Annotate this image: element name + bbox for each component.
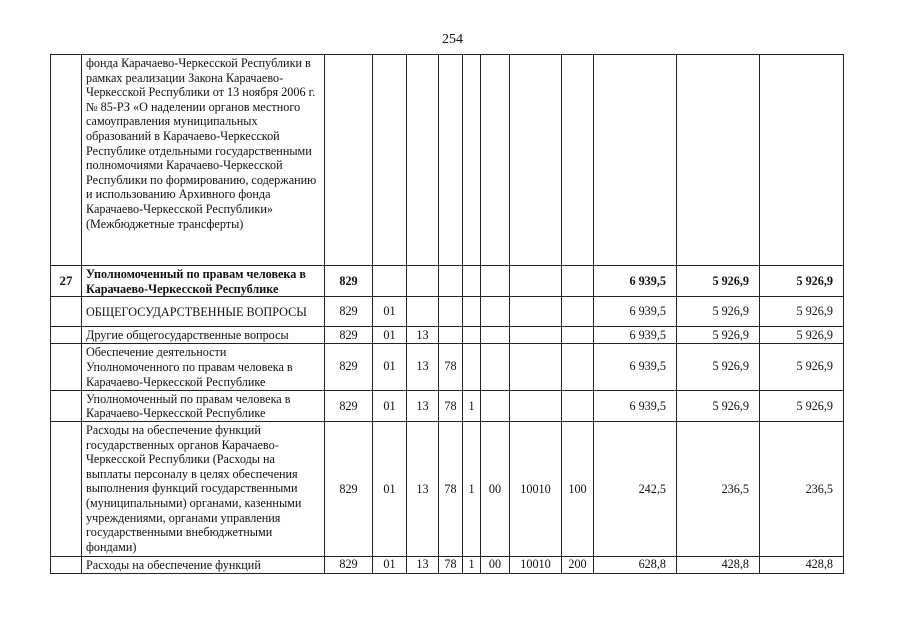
subsection-code xyxy=(407,266,439,297)
direction-code xyxy=(510,266,562,297)
expense-type-code xyxy=(562,327,594,344)
subprogram-code: 1 xyxy=(463,556,481,573)
program-code: 78 xyxy=(439,556,463,573)
amount-year-2: 428,8 xyxy=(677,556,760,573)
amount-year-2 xyxy=(677,55,760,266)
activity-code xyxy=(481,55,510,266)
subsection-code: 13 xyxy=(407,556,439,573)
subsection-code: 13 xyxy=(407,343,439,390)
section-code: 01 xyxy=(373,421,407,556)
amount-year-1 xyxy=(594,55,677,266)
direction-code xyxy=(510,327,562,344)
row-number xyxy=(51,390,82,421)
subprogram-code xyxy=(463,297,481,327)
table-row xyxy=(51,390,844,421)
section-code: 01 xyxy=(373,327,407,344)
amount-year-2: 5 926,9 xyxy=(677,297,760,327)
activity-code xyxy=(481,297,510,327)
table-row xyxy=(51,343,844,390)
amount-year-3: 5 926,9 xyxy=(760,343,844,390)
amount-year-3: 236,5 xyxy=(760,421,844,556)
amount-year-3 xyxy=(760,55,844,266)
subsection-code: 13 xyxy=(407,327,439,344)
expense-type-code xyxy=(562,343,594,390)
activity-code: 00 xyxy=(481,556,510,573)
amount-year-1: 6 939,5 xyxy=(594,266,677,297)
budget-table xyxy=(50,54,844,574)
department-code: 829 xyxy=(325,343,373,390)
department-code: 829 xyxy=(325,421,373,556)
amount-year-1: 6 939,5 xyxy=(594,327,677,344)
row-number xyxy=(51,297,82,327)
item-name: фонда Карачаево-Черкесской Республики в рамках реализации Закона Карачаево-Черкесской Республики от 13 ноября 2006 г. № 85-РЗ «О наделении органов местного самоуправления муниципальных образований в Карачаево-Черкесской Республике отдельными государственными полномочиями Карачаево-Черкесской Республики по формированию, содержанию и использованию Архивного фонда Карачаево-Черкесской Республики» (Межбюджетные трансферты) xyxy=(82,55,325,266)
subprogram-code xyxy=(463,55,481,266)
amount-year-2: 5 926,9 xyxy=(677,266,760,297)
row-number xyxy=(51,421,82,556)
program-code: 78 xyxy=(439,343,463,390)
amount-year-1: 6 939,5 xyxy=(594,390,677,421)
program-code xyxy=(439,297,463,327)
item-name: Обеспечение деятельности Уполномоченного по правам человека в Карачаево-Черкесской Республике xyxy=(82,343,325,390)
subsection-code: 13 xyxy=(407,390,439,421)
amount-year-3: 5 926,9 xyxy=(760,297,844,327)
amount-year-1: 628,8 xyxy=(594,556,677,573)
subprogram-code: 1 xyxy=(463,421,481,556)
subsection-code xyxy=(407,297,439,327)
direction-code: 10010 xyxy=(510,556,562,573)
department-code: 829 xyxy=(325,327,373,344)
program-code: 78 xyxy=(439,421,463,556)
row-number xyxy=(51,55,82,266)
item-name: Расходы на обеспечение функций государственных органов Карачаево-Черкесской Республики (Расходы на выплаты персоналу в целях обеспечения выполнения функций государственными (муниципальными) органами, казенными учреждениями, органами управления государственными внебюджетными фондами) xyxy=(82,421,325,556)
row-number xyxy=(51,343,82,390)
table-row xyxy=(51,297,844,327)
subprogram-code xyxy=(463,343,481,390)
amount-year-3: 5 926,9 xyxy=(760,327,844,344)
program-code xyxy=(439,266,463,297)
direction-code xyxy=(510,343,562,390)
department-code: 829 xyxy=(325,556,373,573)
item-name: Уполномоченный по правам человека в Карачаево-Черкесской Республике xyxy=(82,390,325,421)
item-name: Другие общегосударственные вопросы xyxy=(82,327,325,344)
row-number xyxy=(51,327,82,344)
amount-year-3: 5 926,9 xyxy=(760,266,844,297)
direction-code xyxy=(510,297,562,327)
amount-year-2: 236,5 xyxy=(677,421,760,556)
row-number xyxy=(51,556,82,573)
amount-year-1: 242,5 xyxy=(594,421,677,556)
amount-year-2: 5 926,9 xyxy=(677,390,760,421)
activity-code xyxy=(481,327,510,344)
direction-code xyxy=(510,390,562,421)
section-code xyxy=(373,55,407,266)
program-code xyxy=(439,55,463,266)
table-row xyxy=(51,327,844,344)
amount-year-1: 6 939,5 xyxy=(594,297,677,327)
amount-year-1: 6 939,5 xyxy=(594,343,677,390)
amount-year-3: 5 926,9 xyxy=(760,390,844,421)
subsection-code xyxy=(407,55,439,266)
amount-year-3: 428,8 xyxy=(760,556,844,573)
department-code: 829 xyxy=(325,390,373,421)
item-name: ОБЩЕГОСУДАРСТВЕННЫЕ ВОПРОСЫ xyxy=(82,297,325,327)
expense-type-code xyxy=(562,55,594,266)
expense-type-code: 100 xyxy=(562,421,594,556)
activity-code xyxy=(481,266,510,297)
section-code: 01 xyxy=(373,297,407,327)
direction-code xyxy=(510,55,562,266)
amount-year-2: 5 926,9 xyxy=(677,343,760,390)
activity-code xyxy=(481,390,510,421)
table-row xyxy=(51,421,844,556)
program-code xyxy=(439,327,463,344)
subprogram-code: 1 xyxy=(463,390,481,421)
activity-code: 00 xyxy=(481,421,510,556)
department-code xyxy=(325,55,373,266)
department-code: 829 xyxy=(325,297,373,327)
subprogram-code xyxy=(463,327,481,344)
table-row xyxy=(51,556,844,573)
section-code: 01 xyxy=(373,343,407,390)
expense-type-code xyxy=(562,390,594,421)
direction-code: 10010 xyxy=(510,421,562,556)
page-number: 254 xyxy=(442,32,463,47)
amount-year-2: 5 926,9 xyxy=(677,327,760,344)
subprogram-code xyxy=(463,266,481,297)
expense-type-code xyxy=(562,297,594,327)
expense-type-code xyxy=(562,266,594,297)
section-code xyxy=(373,266,407,297)
activity-code xyxy=(481,343,510,390)
item-name: Уполномоченный по правам человека в Карачаево-Черкесской Республике xyxy=(82,266,325,297)
table-row xyxy=(51,266,844,297)
program-code: 78 xyxy=(439,390,463,421)
item-name: Расходы на обеспечение функций xyxy=(82,556,325,573)
section-code: 01 xyxy=(373,390,407,421)
subsection-code: 13 xyxy=(407,421,439,556)
section-code: 01 xyxy=(373,556,407,573)
expense-type-code: 200 xyxy=(562,556,594,573)
table-row xyxy=(51,55,844,266)
row-number: 27 xyxy=(51,266,82,297)
department-code: 829 xyxy=(325,266,373,297)
